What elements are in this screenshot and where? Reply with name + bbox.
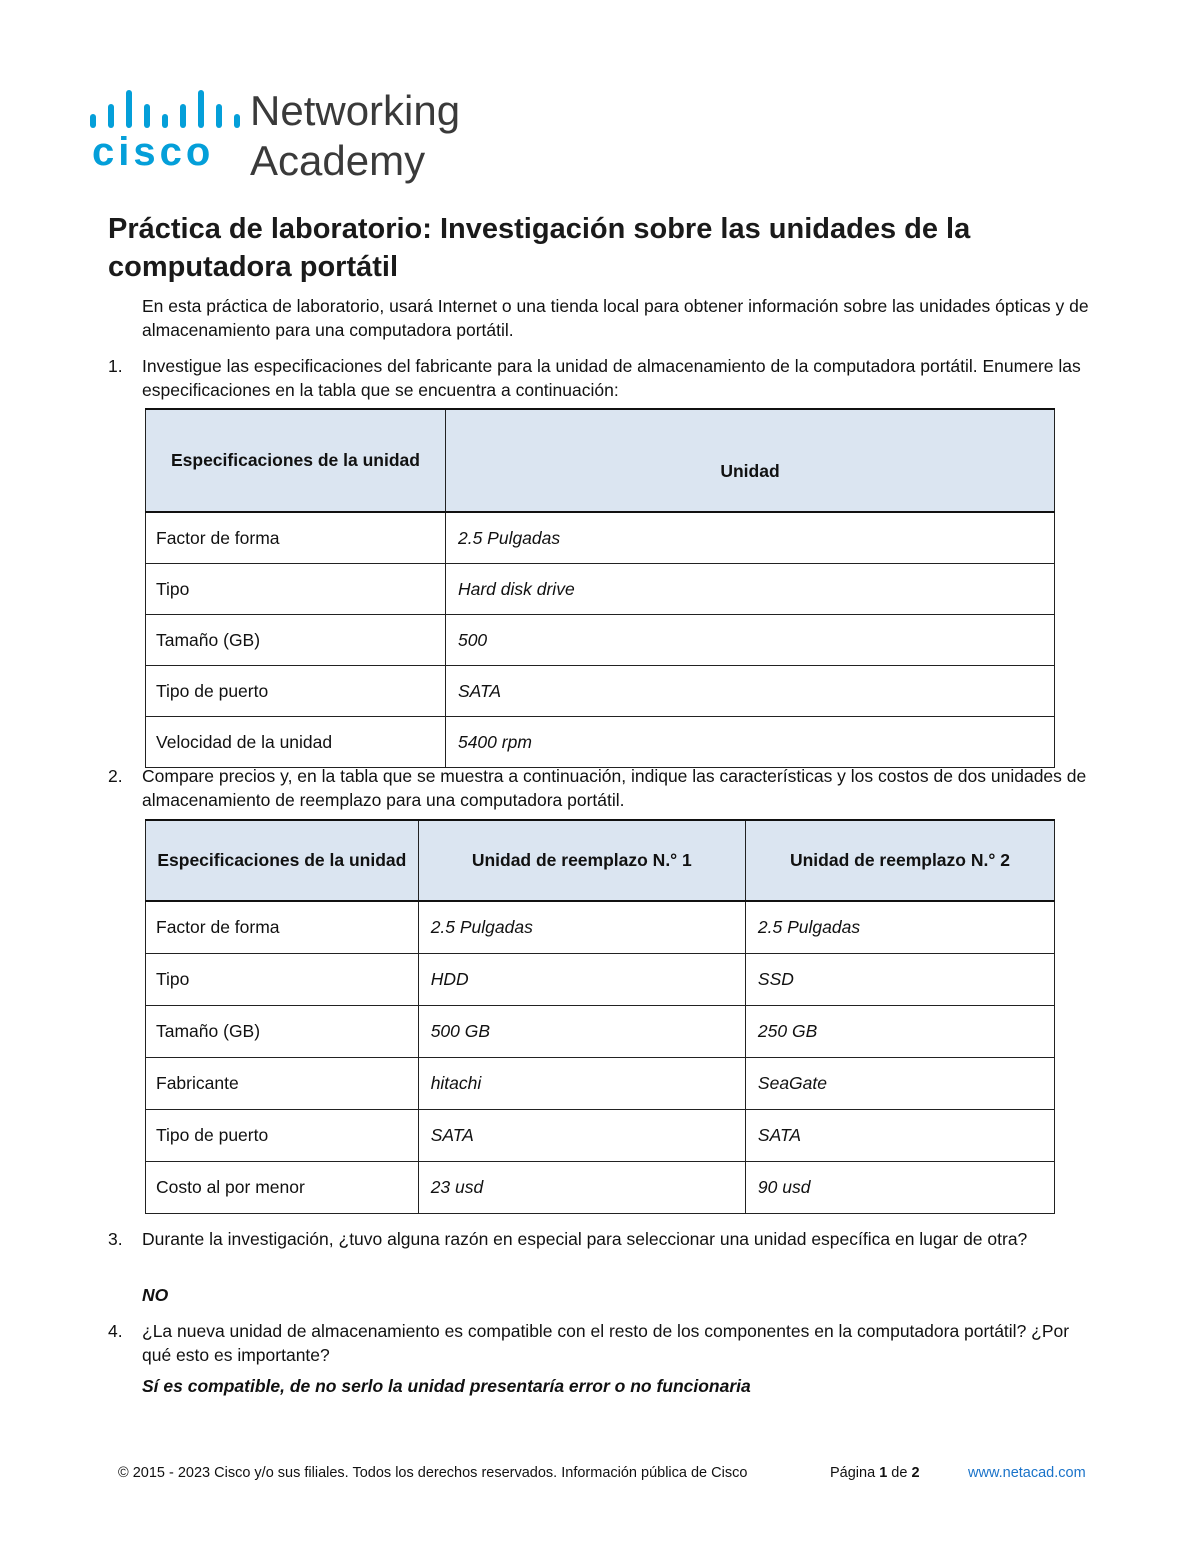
spec-label: Tipo de puerto [146, 1110, 419, 1162]
drive-1-value: 2.5 Pulgadas [418, 901, 745, 954]
drive-1-value: SATA [418, 1110, 745, 1162]
spec-label: Velocidad de la unidad [146, 717, 446, 768]
footer-copyright: © 2015 - 2023 Cisco y/o sus filiales. Todos los derechos reservados. Información pública de Cisco [118, 1465, 748, 1481]
table-header-cell: Especificaciones de la unidad [146, 820, 419, 901]
table-header-cell: Unidad [445, 409, 1054, 512]
cisco-bars-icon [88, 88, 238, 128]
step-1 [108, 354, 1098, 402]
spec-label: Fabricante [146, 1058, 419, 1110]
step-number: 2. [108, 766, 123, 786]
table-header-row [146, 409, 1055, 512]
spec-label: Tipo [146, 564, 446, 615]
cisco-wordmark: cisco [92, 130, 215, 174]
table-row [146, 615, 1055, 666]
table-row [146, 1006, 1055, 1058]
page-title: Práctica de laboratorio: Investigación sobre las unidades de la computadora portátil [108, 213, 971, 283]
spec-label: Tipo [146, 954, 419, 1006]
table-row [146, 1058, 1055, 1110]
spec-label: Costo al por menor [146, 1162, 419, 1214]
table-header-cell: Especificaciones de la unidad [146, 409, 446, 512]
table-row [146, 1110, 1055, 1162]
networking-academy-title: Networking Academy [250, 87, 461, 184]
table-row [146, 1162, 1055, 1214]
step-2 [108, 764, 1098, 812]
drive-2-value: 2.5 Pulgadas [745, 901, 1054, 954]
spec-value: Hard disk drive [445, 564, 1054, 615]
spec-label: Factor de forma [146, 901, 419, 954]
step-3-answer: NO [142, 1285, 169, 1305]
spec-value: 500 [445, 615, 1054, 666]
table-row [146, 717, 1055, 768]
table-row [146, 954, 1055, 1006]
intro-paragraph: En esta práctica de laboratorio, usará Internet o una tienda local para obtener información sobre las unidades ópticas y de almacenamiento para una computadora portátil. [142, 296, 1089, 340]
drive-2-value: 90 usd [745, 1162, 1054, 1214]
step-text: ¿La nueva unidad de almacenamiento es compatible con el resto de los componentes en la computadora portátil? ¿Por qué esto es importante? [142, 1321, 1070, 1365]
step-4-answer: Sí es compatible, de no serlo la unidad presentaría error o no funcionaria [142, 1376, 751, 1396]
table-header-row [146, 820, 1055, 901]
step-number: 1. [108, 356, 123, 376]
drive-2-value: SeaGate [745, 1058, 1054, 1110]
spec-label: Factor de forma [146, 512, 446, 564]
table-row [146, 666, 1055, 717]
step-text: Investigue las especificaciones del fabricante para la unidad de almacenamiento de la computadora portátil. Enumere las especificaciones en la tabla que se encuentra a continuación: [142, 356, 1081, 400]
step-3 [108, 1227, 1098, 1251]
spec-label: Tipo de puerto [146, 666, 446, 717]
drive-2-value: SATA [745, 1110, 1054, 1162]
drive-specs-table [145, 408, 1055, 768]
drive-2-value: SSD [745, 954, 1054, 1006]
table-row [146, 564, 1055, 615]
footer-netacad-link[interactable]: www.netacad.com [968, 1465, 1086, 1481]
table-row [146, 901, 1055, 954]
spec-label: Tamaño (GB) [146, 615, 446, 666]
step-4 [108, 1319, 1098, 1367]
drive-2-value: 250 GB [745, 1006, 1054, 1058]
table-header-cell: Unidad de reemplazo N.° 2 [745, 820, 1054, 901]
table-row [146, 512, 1055, 564]
spec-label: Tamaño (GB) [146, 1006, 419, 1058]
footer-page-number: Página 1 de 2 [830, 1465, 920, 1481]
replacement-drives-table [145, 819, 1055, 1214]
step-text: Compare precios y, en la tabla que se muestra a continuación, indique las características y los costos de dos unidades de almacenamiento de reemplazo para una computadora portátil. [142, 766, 1087, 810]
step-number: 4. [108, 1321, 123, 1341]
step-number: 3. [108, 1229, 123, 1249]
cisco-networking-academy-logo [88, 87, 468, 184]
table-header-cell: Unidad de reemplazo N.° 1 [418, 820, 745, 901]
drive-1-value: hitachi [418, 1058, 745, 1110]
drive-1-value: HDD [418, 954, 745, 1006]
spec-value: 5400 rpm [445, 717, 1054, 768]
spec-value: 2.5 Pulgadas [445, 512, 1054, 564]
step-text: Durante la investigación, ¿tuvo alguna razón en especial para seleccionar una unidad específica en lugar de otra? [142, 1229, 1028, 1249]
drive-1-value: 500 GB [418, 1006, 745, 1058]
spec-value: SATA [445, 666, 1054, 717]
drive-1-value: 23 usd [418, 1162, 745, 1214]
